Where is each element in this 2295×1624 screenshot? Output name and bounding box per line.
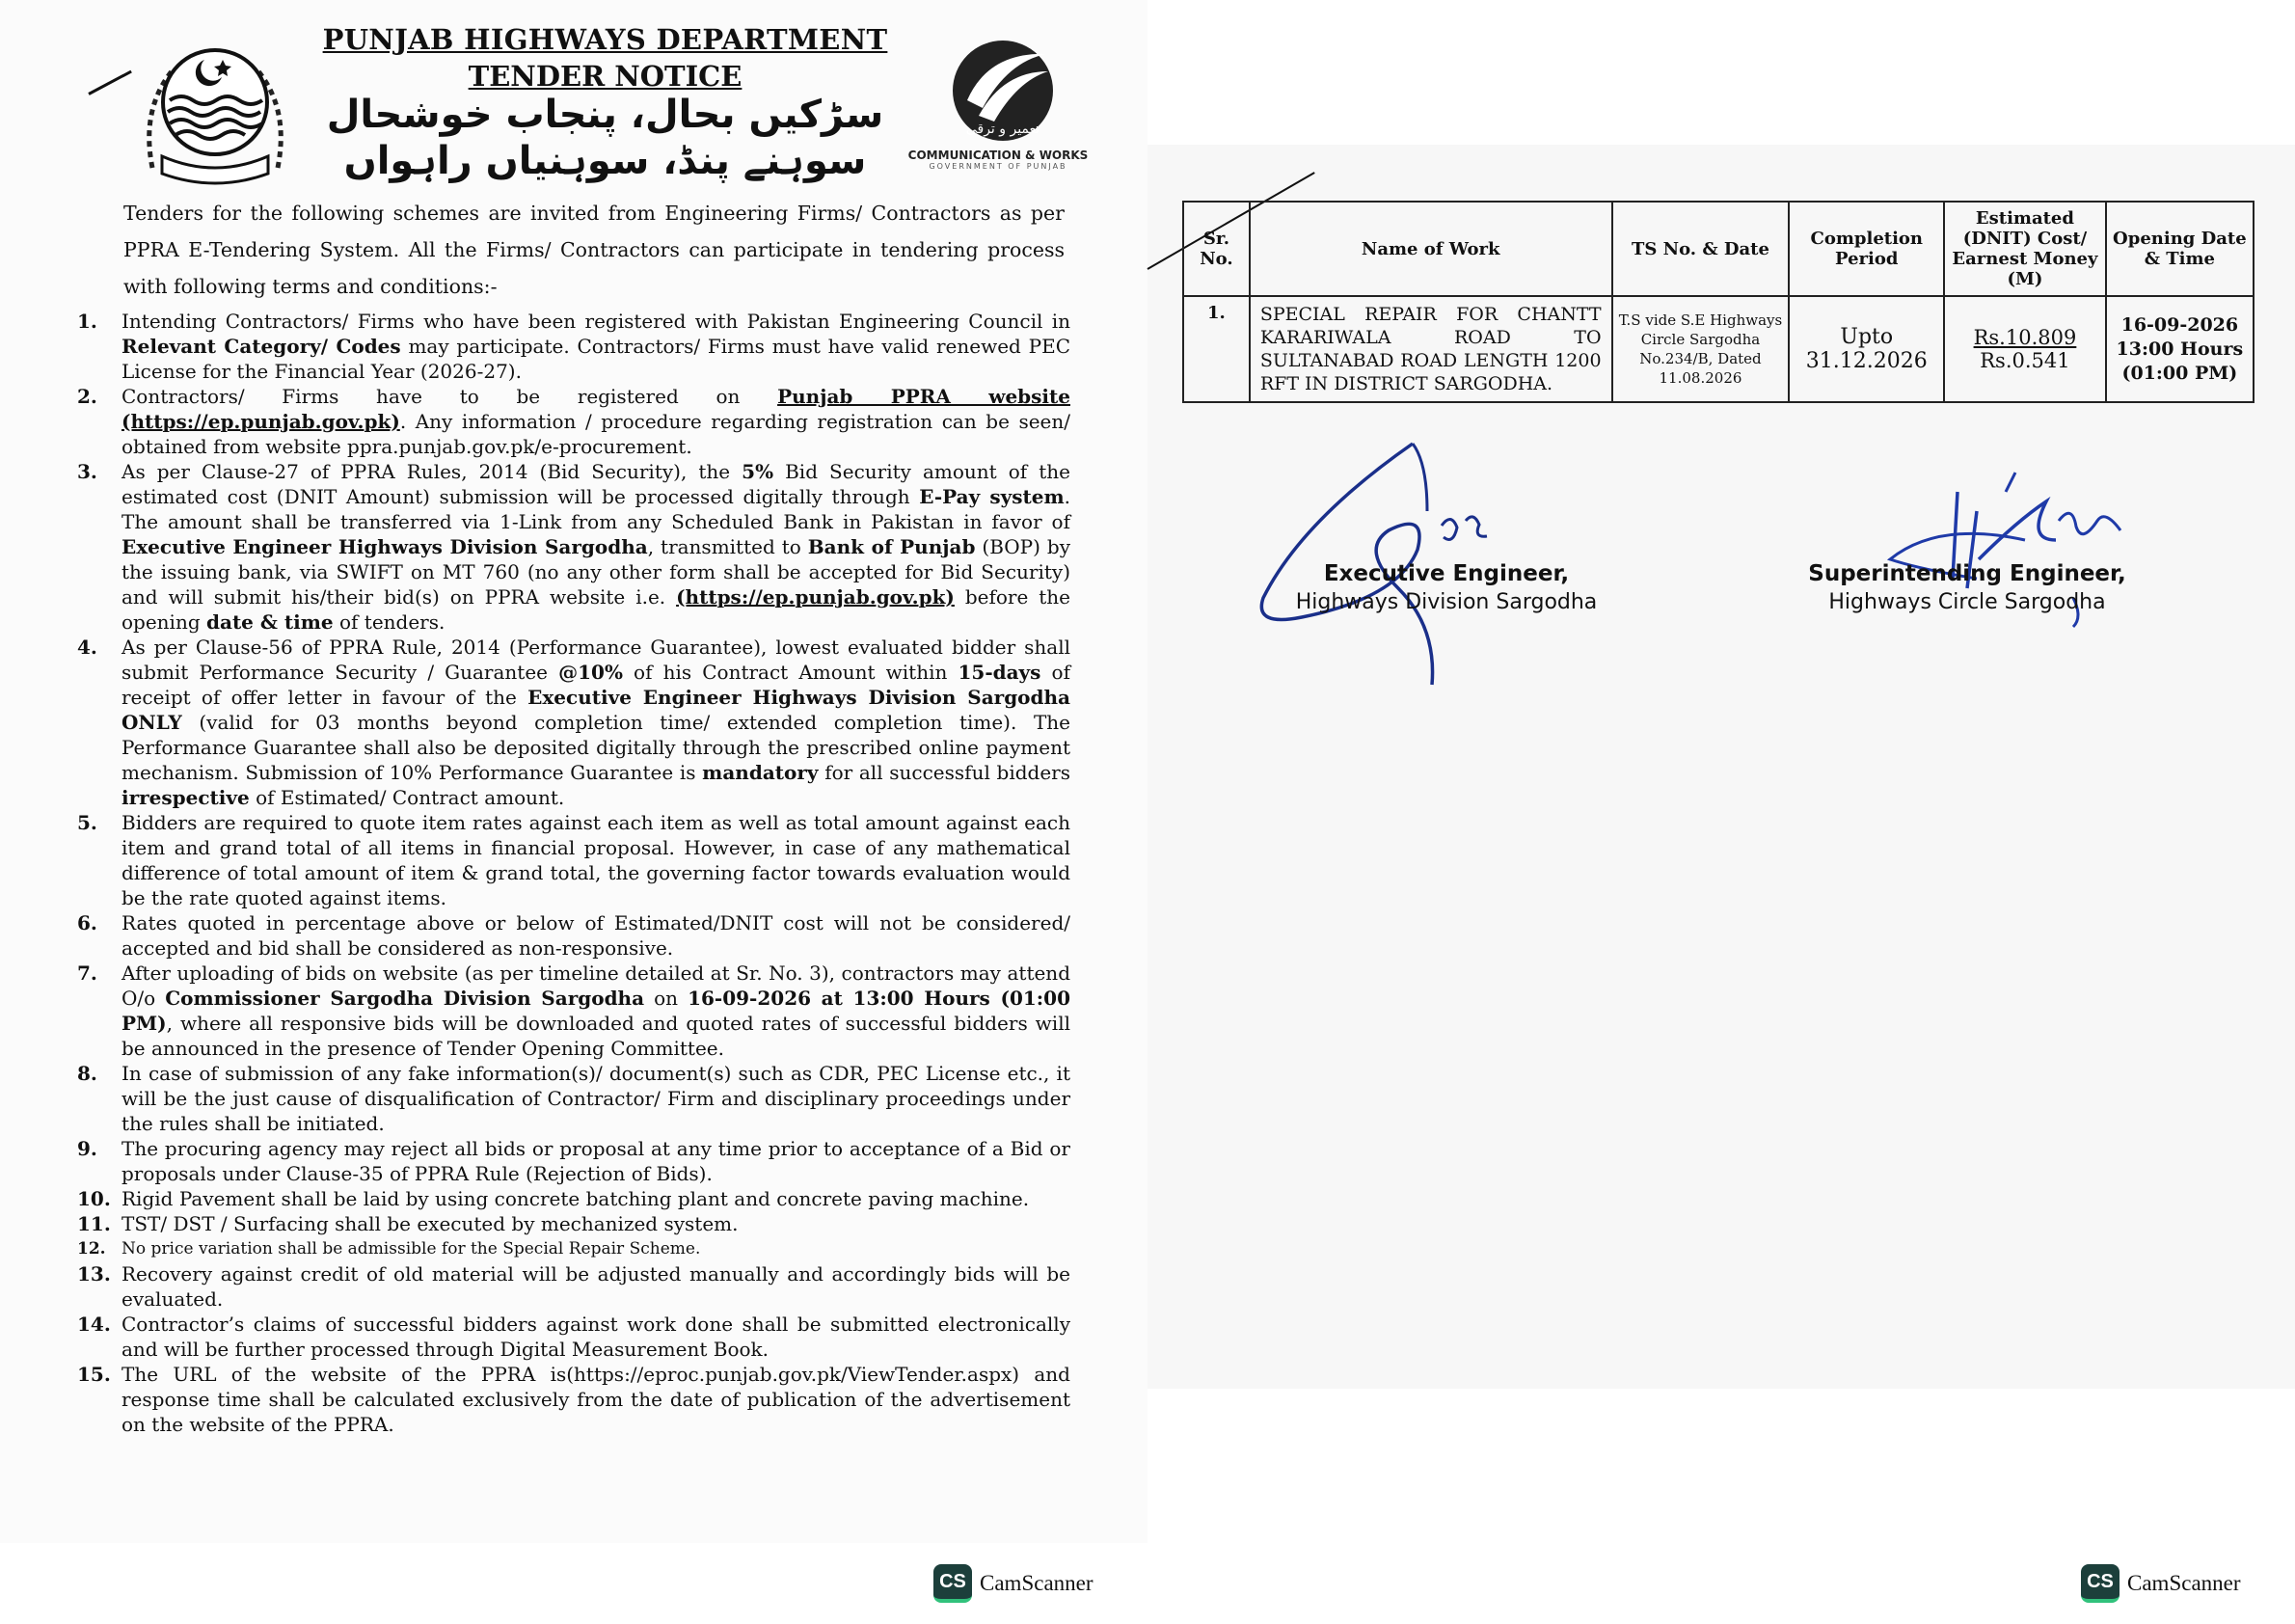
cw-caption-line-2: GOVERNMENT OF PUNJAB	[929, 162, 1067, 171]
camscanner-label: CamScanner	[2127, 1571, 2241, 1595]
executive-engineer-title: Executive Engineer,	[1323, 561, 1570, 586]
executive-engineer-office: Highways Division Sargodha	[1295, 590, 1598, 614]
term-item	[77, 384, 1070, 459]
term-item	[77, 1211, 1070, 1236]
term-number: 13.	[77, 1262, 111, 1286]
header-sr-no: Sr. No.	[1183, 202, 1250, 296]
header-completion-period: Completion Period	[1789, 202, 1944, 296]
term-item	[77, 1186, 1070, 1211]
header-estimated-cost: Estimated (DNIT) Cost/ Earnest Money (M)	[1944, 202, 2106, 296]
opening-date: 16-09-2026	[2120, 313, 2239, 336]
notice-title: TENDER NOTICE	[468, 60, 742, 93]
camscanner-watermark-right	[2081, 1564, 2241, 1603]
term-text: No price variation shall be admissible for the Special Repair Scheme.	[122, 1239, 701, 1259]
opening-time: 13:00 Hours	[2116, 338, 2244, 360]
term-number: 1.	[77, 310, 97, 333]
term-text: In case of submission of any fake information(s)/ document(s) such as CDR, PEC License etc., it will be the just cause of disqualification of Contractor/ Firm and disciplinary proceedings under the rules shall be initiated.	[122, 1062, 1070, 1135]
urdu-slogan-2: سوہنے پنڈ، سوہنیاں راہواں	[343, 139, 867, 183]
term-item	[77, 810, 1070, 910]
term-text: Contractors/ Firms have to be registered on Punjab PPRA website (https://ep.punjab.gov.pk). Any information / procedure regarding registration can be seen/ obtained from website ppra.punjab.gov.pk/e-procurement.	[122, 385, 1070, 458]
term-item	[77, 635, 1070, 810]
term-item	[77, 1312, 1070, 1362]
intro-paragraph: Tenders for the following schemes are invited from Engineering Firms/ Contractors as per PPRA E-Tendering System. All the Firms/ Contractors can participate in tendering process with following terms and conditions:-	[123, 202, 1065, 298]
cw-logo-text: تعمیر و ترقی	[965, 122, 1040, 137]
cell-sr-no: 1.	[1183, 296, 1250, 402]
table-row	[1183, 296, 2254, 402]
term-text: Recovery against credit of old material will be adjusted manually and accordingly bids will be evaluated.	[122, 1262, 1070, 1311]
tender-notice-page	[0, 0, 1148, 1595]
superintending-engineer-office: Highways Circle Sargodha	[1828, 590, 2106, 614]
punjab-emblem-logo	[133, 33, 297, 189]
term-item	[77, 309, 1070, 384]
term-item	[77, 1362, 1070, 1437]
header-name-of-work: Name of Work	[1250, 202, 1612, 296]
cw-caption-line-1: COMMUNICATION & WORKS	[907, 149, 1089, 162]
earnest-money: Rs.0.541	[1980, 349, 2070, 372]
term-number: 14.	[77, 1313, 111, 1336]
cell-estimated-cost	[1944, 296, 2106, 402]
term-item	[77, 1061, 1070, 1136]
term-number: 9.	[77, 1137, 97, 1160]
camscanner-label: CamScanner	[980, 1571, 1094, 1595]
term-item	[77, 459, 1070, 635]
term-item	[77, 961, 1070, 1061]
term-text: The URL of the website of the PPRA is(https://eproc.punjab.gov.pk/ViewTender.aspx) and response time shall be calculated exclusively from the date of publication of the advertisement on the website of the PPRA.	[122, 1363, 1070, 1436]
term-number: 11.	[77, 1212, 111, 1235]
header-opening-date: Opening Date & Time	[2106, 202, 2254, 296]
dnit-cost: Rs.10.809	[1973, 326, 2077, 349]
term-item	[77, 1136, 1070, 1186]
opening-time-pm: (01:00 PM)	[2121, 362, 2238, 384]
camscanner-icon: CS	[2081, 1564, 2120, 1603]
term-text: Contractor’s claims of successful bidders against work done shall be submitted electronically and will be further processed through Digital Measurement Book.	[122, 1313, 1070, 1361]
term-number: 8.	[77, 1062, 97, 1085]
term-text: The procuring agency may reject all bids or proposal at any time prior to acceptance of a Bid or proposals under Clause-35 of PPRA Rule (Rejection of Bids).	[122, 1137, 1070, 1185]
term-text: Rigid Pavement shall be laid by using concrete batching plant and concrete paving machine.	[122, 1187, 1030, 1210]
term-number: 6.	[77, 911, 97, 934]
cell-opening-date	[2106, 296, 2254, 402]
term-text: After uploading of bids on website (as per timeline detailed at Sr. No. 3), contractors may attend O/o Commissioner Sargodha Division Sargodha on 16-09-2026 at 13:00 Hours (01:00 PM), where all responsive bids will be downloaded and quoted rates of successful bidders will be announced in the presence of Tender Opening Committee.	[122, 961, 1070, 1060]
department-title: PUNJAB HIGHWAYS DEPARTMENT	[322, 23, 888, 56]
cell-name-of-work: SPECIAL REPAIR FOR CHANTT KARARIWALA ROAD TO SULTANABAD ROAD LENGTH 1200 RFT IN DISTRICT SARGODHA.	[1250, 296, 1612, 402]
table-header-row	[1183, 202, 2254, 296]
tender-table	[1182, 201, 2254, 403]
term-text: Intending Contractors/ Firms who have been registered with Pakistan Engineering Council in Relevant Category/ Codes may participate. Contractors/ Firms must have valid renewed PEC License for the Financial Year (2026-27).	[122, 310, 1070, 383]
term-number: 2.	[77, 385, 97, 408]
superintending-engineer-title: Superintending Engineer,	[1808, 561, 2126, 586]
urdu-slogan-1: سڑکیں بحال، پنجاب خوشحال	[326, 93, 884, 137]
term-text: Bidders are required to quote item rates against each item as well as total amount against each item and grand total of all items in financial proposal. However, in case of any mathematical difference of total amount of item & grand total, the governing factor towards evaluation would be the rate quoted against items.	[122, 811, 1070, 909]
term-number: 7.	[77, 961, 97, 985]
camscanner-watermark-left	[933, 1564, 1094, 1603]
term-number: 12.	[77, 1239, 106, 1259]
term-number: 15.	[77, 1363, 111, 1386]
term-text: As per Clause-56 of PPRA Rule, 2014 (Performance Guarantee), lowest evaluated bidder shall submit Performance Security / Guarantee @10% of his Contract Amount within 15-days of receipt of offer letter in favour of the Executive Engineer Highways Division Sargodha ONLY (valid for 03 months beyond completion time/ extended completion time). The Performance Guarantee shall also be deposited digitally through the prescribed online payment mechanism. Submission of 10% Performance Guarantee is mandatory for all successful bidders irrespective of Estimated/ Contract amount.	[122, 636, 1070, 809]
pen-stroke	[88, 70, 132, 95]
executive-engineer-block	[1282, 559, 1610, 617]
cell-completion-period: Upto 31.12.2026	[1789, 296, 1944, 402]
term-number: 5.	[77, 811, 97, 834]
term-item	[77, 1261, 1070, 1312]
term-item	[77, 910, 1070, 961]
superintending-engineer-block	[1803, 559, 2131, 617]
term-text: As per Clause-27 of PPRA Rules, 2014 (Bid Security), the 5% Bid Security amount of the estimated cost (DNIT Amount) submission will be processed digitally through E-Pay system. The amount shall be transferred via 1-Link from any Scheduled Bank in Pakistan in favor of Executive Engineer Highways Division Sargodha, transmitted to Bank of Punjab (BOP) by the issuing bank, via SWIFT on MT 760 (no any other form shall be accepted for Bid Security) and will submit his/their bid(s) on PPRA website i.e. (https://ep.punjab.gov.pk) before the opening date & time of tenders.	[122, 460, 1071, 634]
communication-works-logo	[950, 33, 1056, 147]
header-ts-no-date: TS No. & Date	[1612, 202, 1790, 296]
term-number: 10.	[77, 1187, 111, 1210]
term-number: 3.	[77, 460, 97, 483]
term-item	[77, 1236, 1070, 1261]
term-text: Rates quoted in percentage above or below of Estimated/DNIT cost will not be considered/ accepted and bid shall be considered as non-responsive.	[122, 911, 1070, 960]
term-text: TST/ DST / Surfacing shall be executed by mechanized system.	[122, 1212, 739, 1235]
cell-ts-no-date: T.S vide S.E Highways Circle Sargodha No.234/B, Dated 11.08.2026	[1612, 296, 1790, 402]
camscanner-icon: CS	[933, 1564, 972, 1603]
term-number: 4.	[77, 636, 97, 659]
terms-list	[77, 309, 1070, 1437]
cw-caption	[902, 149, 1094, 171]
